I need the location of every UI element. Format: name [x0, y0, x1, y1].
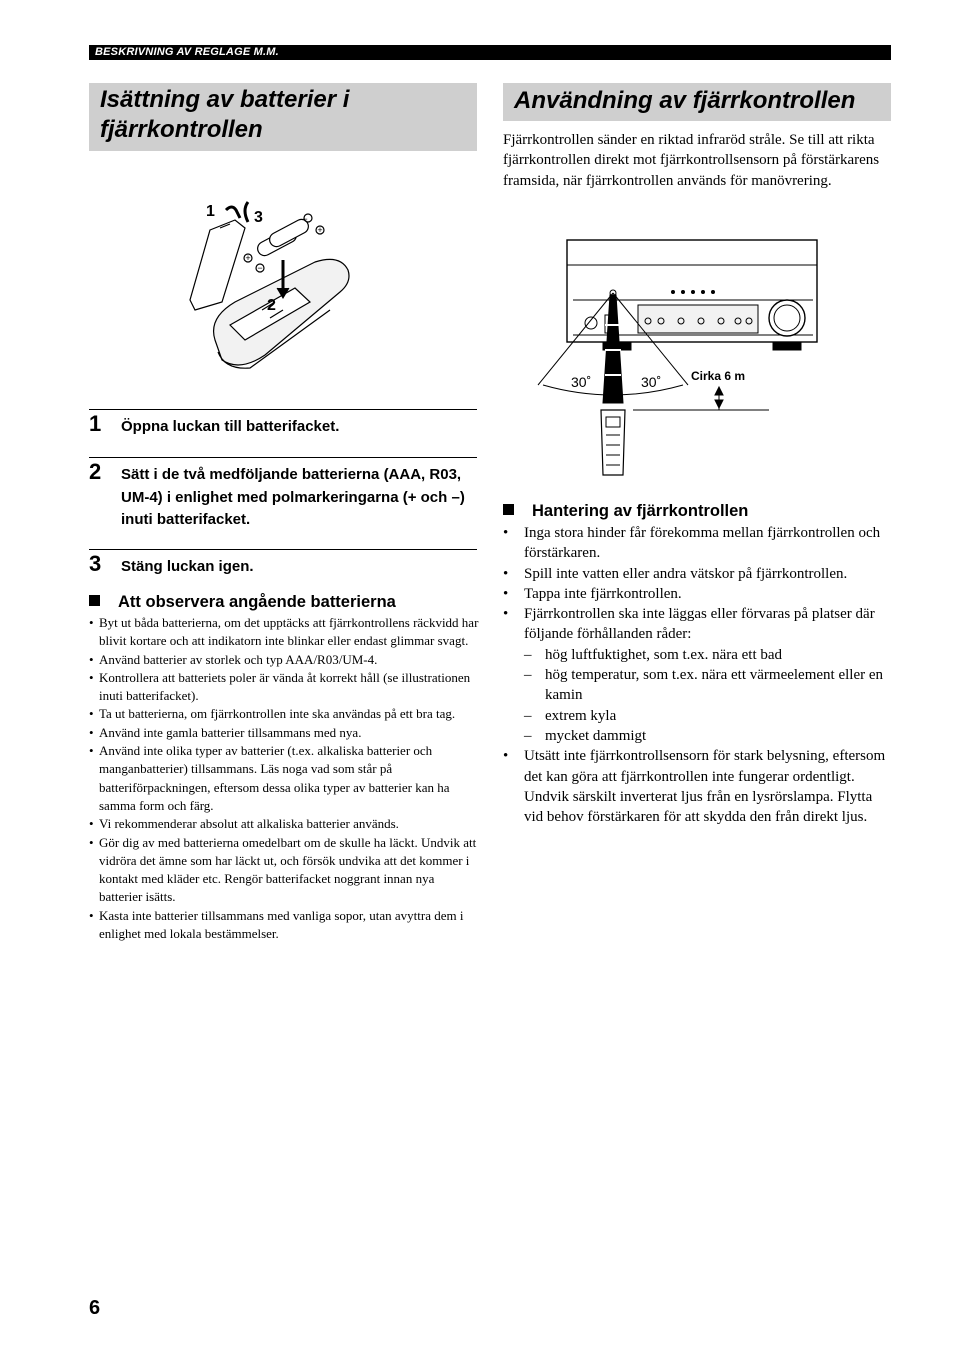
conditions-list: [524, 645, 893, 746]
list-item: – hög luftfuktighet, som t.ex. nära ett bad: [524, 646, 783, 663]
right-angle-label: 30˚: [641, 374, 662, 390]
list-item: • Fjärrkontrollen ska inte läggas eller förvaras på platser där följande förhållanden råder: – hög luftfuktighet, som t.ex. nära ett bad – hög temperatur, som t.ex. nära ett värmeelement eller en kamin – extrem kyla – mycket dammigt: [503, 604, 893, 746]
list-item: • Gör dig av med batterierna omedelbart om de skulle ha läckt. Undvik att vidröra det ämne som har läckt ut, och försök undvika att det kommer i kontakt med kläder etc. Rengör batterifacket noggrant innan nya batterier isätts.: [89, 834, 477, 905]
remote-handling-heading: [503, 501, 748, 521]
list-item: • Utsätt inte fjärrkontrollsensorn för stark belysning, eftersom det kan göra att fjärrkontrollen inte fungerar ordentligt. Undvik särskilt inverterat ljus från en lysrörslampa. Flytta vid behov förstärkaren för att skydda den från direkt ljus.: [503, 748, 886, 826]
step-number: 2: [89, 459, 102, 484]
remote-intro-paragraph: Fjärrkontrollen sänder en riktad infraröd stråle. Se till att rikta fjärrkontrollen direkt mot fjärrkontrollsensorn på förstärkarens framsida, när fjärrkontrollen används för manövrering.: [503, 132, 880, 189]
distance-label: Cirka 6 m: [691, 369, 746, 383]
remote-handling-list: [503, 523, 893, 827]
list-item: • Inga stora hinder får förekomma mellan fjärrkontrollen och förstärkaren.: [503, 525, 881, 562]
step-text: Öppna luckan till batterifacket.: [121, 418, 340, 435]
section-header-text: BESKRIVNING AV REGLAGE M.M.: [95, 46, 279, 58]
step-one-marker: 1: [206, 203, 215, 220]
battery-section-title: Isättning av batterier i fjärrkontrollen: [100, 86, 350, 143]
minus-marker: −: [302, 214, 308, 224]
step-text: Sätt i de två medföljande batterierna (AAA, R03, UM-4) i enlighet med polmarkeringarna (+ och –) inuti batterifacket.: [121, 466, 465, 528]
step-item: [89, 549, 477, 586]
list-item: • Använd inte olika typer av batterier (t.ex. alkaliska batterier och manganbatterier) tillsammans. Läs noga vad som står på batteriförpackningen, eftersom dessa olika typer av batterier kan ha samma form och färg.: [89, 743, 450, 813]
step-item: [89, 457, 477, 548]
list-item: • Ta ut batterierna, om fjärrkontrollen inte ska användas på ett bra tag.: [89, 706, 456, 722]
list-item: – hög temperatur, som t.ex. nära ett värmeelement eller en kamin: [524, 667, 884, 704]
list-item: • Kontrollera att batteriets poler är vända åt korrekt håll (se illustrationen inuti batterifacket).: [89, 669, 471, 704]
list-item: • Spill inte vatten eller andra vätskor på fjärrkontrollen.: [503, 565, 848, 582]
list-item: • Byt ut båda batterierna, om det upptäcks att fjärrkontrollens räckvidd har blivit kortare och att indikatorn inte blinkar eller endast glimmar svagt.: [89, 615, 479, 649]
step-number: 3: [89, 551, 102, 576]
list-item: • Vi rekommenderar absolut att alkaliska batterier används.: [89, 816, 399, 832]
step-number: 1: [89, 411, 102, 436]
battery-section-title-box: [89, 83, 477, 151]
plus-marker: +: [317, 225, 323, 235]
step-three-marker: 3: [254, 209, 263, 226]
page-number: 6: [89, 1297, 101, 1319]
square-bullet-icon: [503, 504, 514, 515]
list-item: – mycket dammigt: [524, 727, 647, 744]
battery-notes-list: [89, 614, 479, 943]
step-item: [89, 409, 477, 456]
remote-section-title-box: [503, 83, 891, 121]
remote-usage-illustration: [533, 235, 823, 480]
remote-section-title: Användning av fjärrkontrollen: [514, 87, 856, 114]
list-item: • Använd batterier av storlek och typ AAA/R03/UM-4.: [89, 651, 378, 667]
list-item: – extrem kyla: [524, 707, 617, 724]
section-header-bar: [89, 45, 891, 60]
battery-insertion-illustration: [180, 190, 380, 380]
step-text: Stäng luckan igen.: [121, 558, 254, 575]
list-item: • Kasta inte batterier tillsammans med vanliga sopor, utan avyttra dem i enlighet med lokala bestämmelser.: [89, 907, 464, 942]
battery-notes-heading-text: Att observera angående batterierna: [118, 593, 396, 611]
square-bullet-icon: [89, 595, 100, 606]
step-two-marker: 2: [267, 297, 276, 314]
minus-marker-lower: −: [257, 263, 263, 273]
battery-notes-heading: [89, 592, 396, 612]
list-item: • Använd inte gamla batterier tillsammans med nya.: [89, 724, 362, 740]
plus-marker-lower: +: [245, 253, 251, 263]
left-angle-label: 30˚: [571, 374, 592, 390]
list-item: • Tappa inte fjärrkontrollen.: [503, 585, 682, 602]
remote-handling-heading-text: Hantering av fjärrkontrollen: [532, 502, 749, 520]
